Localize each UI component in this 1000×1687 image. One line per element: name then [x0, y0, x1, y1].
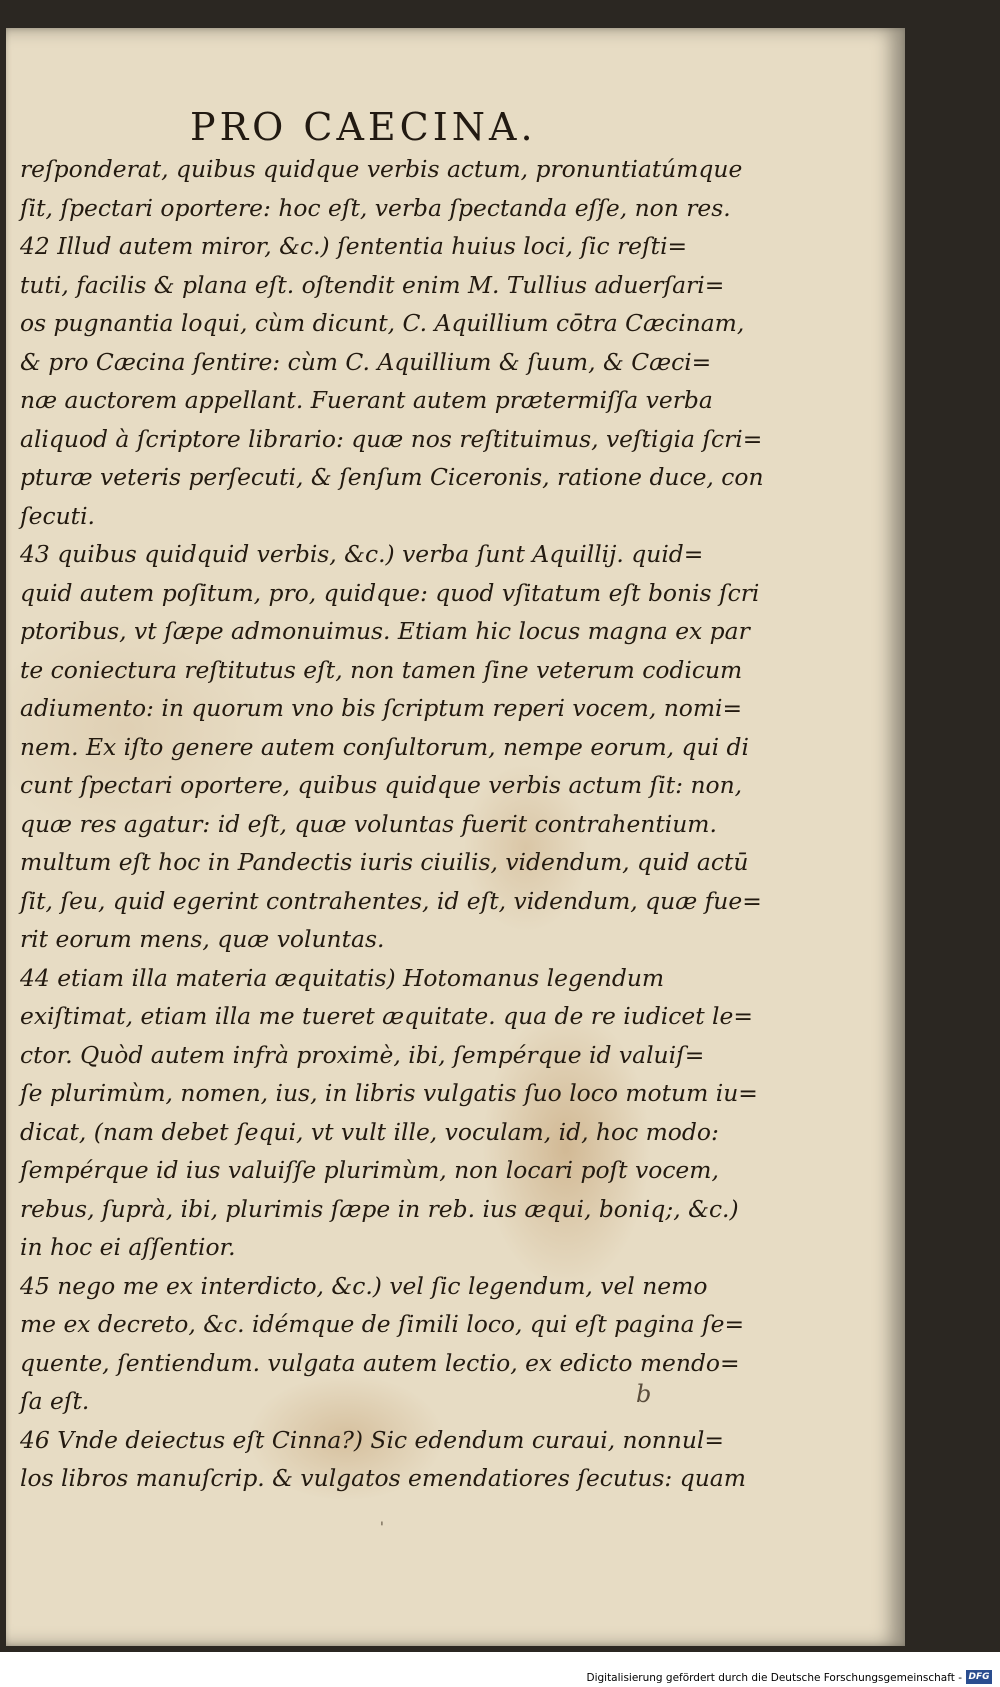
text-line: os pugnantia loqui, cùm dicunt, C. Aquillium cōtra Cæcinam,	[20, 309, 745, 337]
text-line: ſa eſt.	[20, 1387, 90, 1415]
text-line: ſe plurimùm, nomen, ius, in libris vulgatis ſuo loco motum iu=	[20, 1079, 758, 1107]
text-line: ſit, ſpectari oportere: hoc eſt, verba ſpectanda eſſe, non res.	[20, 193, 731, 222]
text-line: me ex decreto, &c. idémque de ſimili loco, qui eſt pagina ſe=	[20, 1310, 745, 1338]
running-head: PRO CAECINA.	[190, 105, 537, 149]
funding-notice: Digitalisierung gefördert durch die Deutsche Forschungsgemeinschaft -	[586, 1672, 962, 1684]
text-line: ſecuti.	[20, 501, 95, 530]
text-line: cunt ſpectari oportere, quibus quidque verbis actum ſit: non,	[20, 771, 743, 799]
text-line: ptoribus, vt ſæpe admonuimus. Etiam hic locus magna ex par	[20, 617, 750, 645]
text-line: & pro Cæcina ſentire: cùm C. Aquillium & ſuum, & Cæci=	[20, 347, 712, 376]
text-line: multum eſt hoc in Pandectis iuris ciuilis, videndum, quid actū	[20, 848, 749, 876]
text-line: ſit, ſeu, quid egerint contrahentes, id eſt, videndum, quæ fue=	[20, 886, 762, 915]
text-line: rebus, ſuprà, ibi, plurimis ſæpe in reb. ius æqui, boniq;, &c.)	[20, 1194, 739, 1223]
text-line: 43 quibus quidquid verbis, &c.) verba ſunt Aquillij. quid=	[20, 540, 704, 568]
text-line: rit eorum mens, quæ voluntas.	[20, 925, 385, 953]
text-line: ſempérque id ius valuiſſe plurimùm, non locari poſt vocem,	[20, 1156, 719, 1184]
commentary-text	[20, 150, 764, 1498]
signature-mark: b	[636, 1380, 652, 1408]
text-line: pturæ veteris perſecuti, & ſenſum Ciceronis, ratione duce, con	[20, 463, 764, 491]
text-line: tuti, facilis & plana eſt. oſtendit enim M. Tullius aduerſari=	[20, 270, 725, 299]
text-line: reſponderat, quibus quidque verbis actum, pronuntiatúmque	[20, 155, 743, 183]
text-line: dicat, (nam debet ſequi, vt vult ille, voculam, id, hoc modo:	[20, 1117, 719, 1146]
text-line: in hoc ei aſſentior.	[20, 1233, 236, 1261]
text-line: quente, ſentiendum. vulgata autem lectio, ex edicto mendo=	[20, 1348, 740, 1377]
text-line: næ auctorem appellant. Fuerant autem prætermiſſa verba	[20, 386, 713, 414]
dfg-logo: DFG	[966, 1670, 992, 1684]
text-line: adiumento: in quorum vno bis ſcriptum reperi vocem, nomi=	[20, 694, 743, 722]
text-line: quid autem poſitum, pro, quidque: quod vſitatum eſt bonis ſcri	[20, 578, 760, 607]
text-line: aliquod à ſcriptore librario: quæ nos reſtituimus, veſtigia ſcri=	[20, 424, 763, 453]
text-line: 45 nego me ex interdicto, &c.) vel ſic legendum, vel nemo	[20, 1271, 708, 1300]
text-line: ctor. Quòd autem infrà proximè, ibi, ſempérque id valuiſ=	[20, 1040, 705, 1069]
text-line: quæ res agatur: id eſt, quæ voluntas fuerit contrahentium.	[20, 809, 717, 838]
text-line: 42 Illud autem miror, &c.) ſententia huius loci, ſic reſti=	[20, 232, 688, 260]
text-line: 46 Vnde deiectus eſt Cinna?) Sic edendum curaui, nonnul=	[20, 1425, 724, 1454]
ink-speck: '	[380, 1520, 384, 1536]
text-line: nem. Ex iſto genere autem conſultorum, nempe eorum, qui di	[20, 732, 749, 761]
text-line: exiſtimat, etiam illa me tueret æquitate. qua de re iudicet le=	[20, 1002, 753, 1030]
text-line: 44 etiam illa materia æquitatis) Hotomanus legendum	[20, 963, 665, 992]
text-line: te coniectura reſtitutus eſt, non tamen ſine veterum codicum	[20, 655, 743, 684]
text-line: los libros manuſcrip. & vulgatos emendatiores ſecutus: quam	[20, 1464, 746, 1492]
